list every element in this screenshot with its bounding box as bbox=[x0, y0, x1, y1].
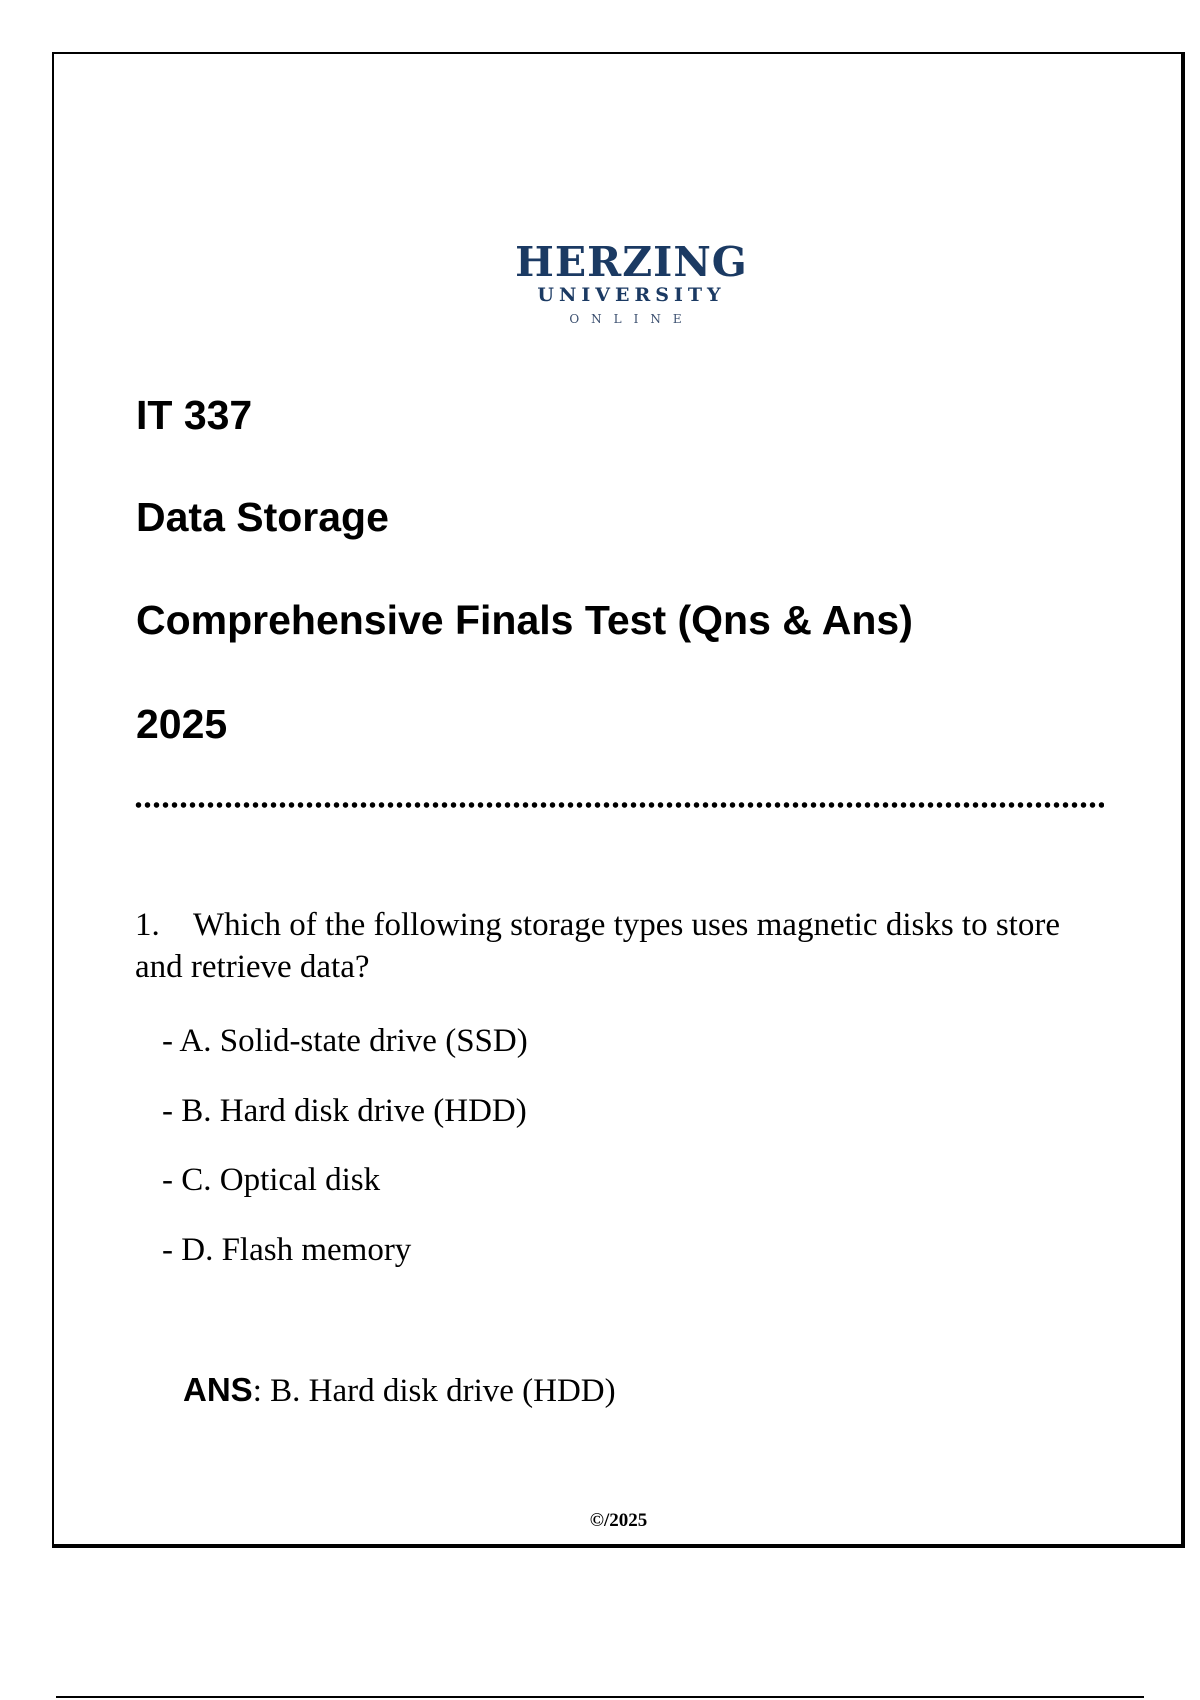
year-heading: 2025 bbox=[136, 701, 228, 747]
dotted-separator bbox=[134, 802, 1104, 808]
herzing-logo bbox=[0, 238, 1200, 328]
question-1 bbox=[135, 904, 1095, 988]
logo-name: HERZING bbox=[515, 238, 748, 286]
bottom-rule bbox=[56, 1696, 1144, 1698]
copyright-footer: ©/2025 bbox=[589, 1510, 648, 1531]
question-number: 1. bbox=[135, 907, 160, 943]
option-d: - D. Flash memory bbox=[162, 1232, 412, 1268]
course-title: Data Storage bbox=[136, 494, 389, 540]
course-code: IT 337 bbox=[136, 392, 253, 438]
logo-tagline: ONLINE bbox=[569, 312, 694, 326]
answer-line bbox=[183, 1369, 616, 1412]
logo-subtitle: UNIVERSITY bbox=[537, 284, 726, 306]
answer-text: : B. Hard disk drive (HDD) bbox=[252, 1373, 616, 1409]
test-title: Comprehensive Finals Test (Qns & Ans) bbox=[136, 597, 913, 643]
option-c: - C. Optical disk bbox=[162, 1162, 381, 1198]
question-text: Which of the following storage types uses magnetic disks to store and retrieve data? bbox=[135, 907, 1060, 985]
option-a: - A. Solid-state drive (SSD) bbox=[162, 1023, 528, 1059]
option-b: - B. Hard disk drive (HDD) bbox=[162, 1093, 527, 1129]
answer-label: ANS bbox=[183, 1371, 253, 1408]
